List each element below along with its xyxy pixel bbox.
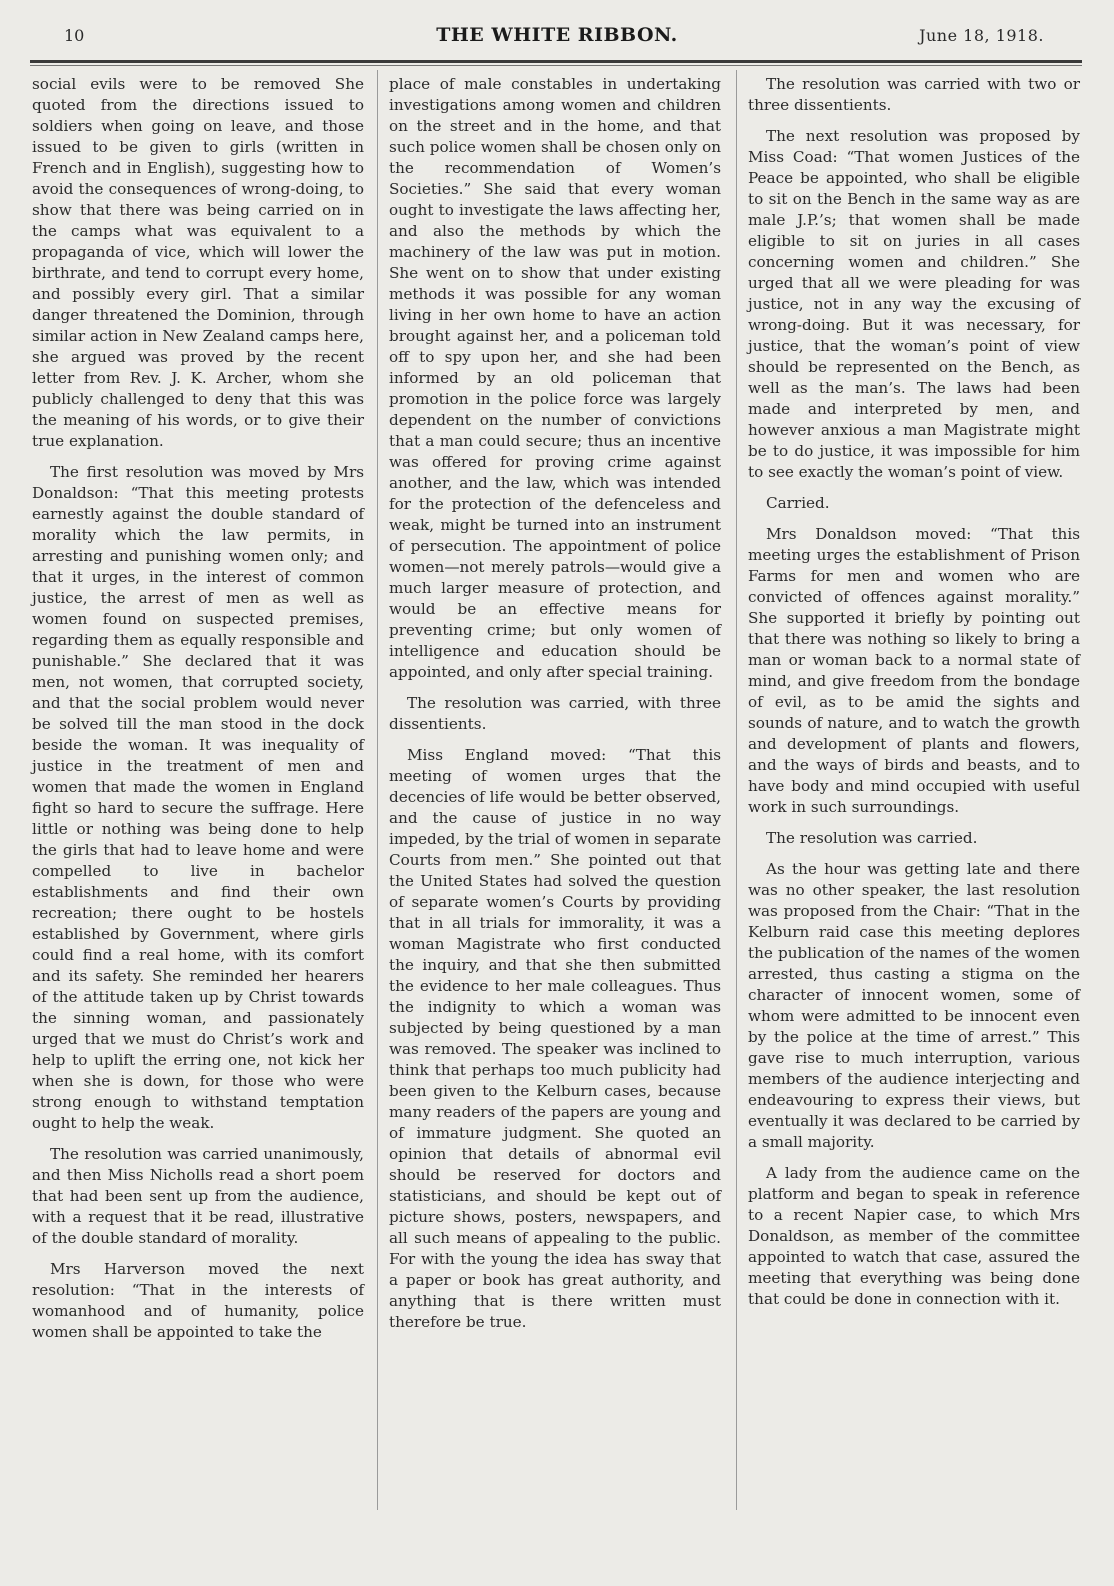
column-divider bbox=[377, 70, 378, 1510]
paragraph: The resolution was carried with two or three dissentients. bbox=[748, 75, 1080, 114]
paragraph: social evils were to be removed She quoted from the directions issued to soldiers when going on leave, and those issued to be given to girls (written in French and in English), suggesting how to avoid the consequences of wrong-doing, to show that there was being carried on in the camps what was equivalent to a propaganda of vice, which will lower the birthrate, and tend to corrupt every home, and possibly every girl. That a similar danger threatened the Dominion, through similar action in New Zealand camps here, she argued was proved by the recent letter from Rev. J. K. Archer, whom she publicly challenged to deny that this was the meaning of his words, or to give their true explanation. bbox=[32, 75, 364, 450]
header-rule bbox=[30, 60, 1082, 63]
header-rule-thin bbox=[30, 65, 1082, 66]
paragraph: The first resolution was moved by Mrs Donaldson: “That this meeting protests earnestly against the double standard of morality which the law permits, in arresting and punishing women only; and that it urges, in the interest of common justice, the arrest of men as well as women found on suspected premises, regarding them as equally responsible and punishable.” She declared that it was men, not women, that corrupted society, and that the social problem would never be solved till the man stood in the dock beside the woman. It was inequality of justice in the treatment of men and women that made the women in England fight so hard to secure the suffrage. Here little or nothing was being done to help the girls that had to leave home and were compelled to live in bachelor establishments and find their own recreation; there ought to be hostels established by Government, where girls could find a real home, with its comfort and its safety. She reminded her hearers of the attitude taken up by Christ towards the sinning woman, and passionately urged that we must do Christ’s work and help to uplift the erring one, not kick her when she is down, for those who were strong enough to withstand temptation ought to help the weak. bbox=[32, 463, 364, 1132]
issue-date: June 18, 1918. bbox=[919, 26, 1044, 45]
text-column-3 bbox=[748, 74, 1080, 1320]
page-number: 10 bbox=[64, 26, 85, 45]
paragraph: Mrs Harverson moved the next resolution: “That in the interests of womanhood and of humanity, police women shall be appointed to take the bbox=[32, 1260, 364, 1341]
paragraph: As the hour was getting late and there was no other speaker, the last resolution was proposed from the Chair: “That in the Kelburn raid case this meeting deplores the publication of the names of the women arrested, thus casting a stigma on the character of innocent women, some of whom were admitted to be innocent even by the police at the time of arrest.” This gave rise to much interruption, various members of the audience interjecting and endeavouring to express their views, but eventually it was declared to be carried by a small majority. bbox=[748, 860, 1080, 1151]
text-column-1 bbox=[32, 74, 364, 1353]
paragraph: The resolution was carried. bbox=[766, 829, 978, 847]
paragraph: Carried. bbox=[766, 494, 830, 512]
paragraph: Miss England moved: “That this meeting of women urges that the decencies of life would be better observed, and the cause of justice in no way impeded, by the trial of women in separate Courts from men.” She pointed out that the United States had solved the question of separate women’s Courts by providing that in all trials for immorality, it was a woman Magistrate who first conducted the inquiry, and that she then submitted the evidence to her male colleagues. Thus the indignity to which a woman was subjected by being questioned by a man was removed. The speaker was inclined to think that perhaps too much publicity had been given to the Kelburn cases, because many readers of the papers are young and of immature judgment. She quoted an opinion that details of abnormal evil should be reserved for doctors and statisticians, and should be kept out of picture shows, posters, newspapers, and all such means of appealing to the public. For with the young the idea has sway that a paper or book has great authority, and anything that is there written must therefore be true. bbox=[389, 746, 722, 1331]
paragraph: The resolution was carried, with three dissentients. bbox=[389, 694, 721, 733]
column-divider bbox=[736, 70, 737, 1510]
paragraph: The next resolution was proposed by Miss Coad: “That women Justices of the Peace be appointed, who shall be eligible to sit on the Bench in the same way as are male J.P.’s; that women shall be made eligible to sit on juries in all cases concerning women and children.” She urged that all we were pleading for was justice, not in any way the excusing of wrong-doing. But it was necessary, for justice, that the woman’s point of view should be represented on the Bench, as well as the man’s. The laws had been made and interpreted by men, and however anxious a man Magistrate might be to do justice, it was impossible for him to see exactly the woman’s point of view. bbox=[748, 127, 1080, 481]
page-header bbox=[0, 26, 1114, 54]
paragraph: A lady from the audience came on the platform and began to speak in reference to a recent Napier case, to which Mrs Donaldson, as member of the committee appointed to watch that case, assured the meeting that everything was being done that could be done in connection with it. bbox=[748, 1164, 1080, 1308]
publication-title: THE WHITE RIBBON. bbox=[436, 24, 678, 46]
paragraph: place of male constables in undertaking investigations among women and children on the street and in the home, and that such police women shall be chosen only on the recommendation of Women’s Societies.” She said that every woman ought to investigate the laws affecting her, and also the methods by which the machinery of the law was put in motion. She went on to show that under existing methods it was possible for any woman living in her own home to have an action brought against her, and a policeman told off to spy upon her, and she had been informed by an old policeman that promotion in the police force was largely dependent on the number of convictions that a man could secure; thus an incentive was offered for proving crime against another, and the law, which was intended for the protection of the defenceless and weak, might be turned into an instrument of persecution. The appointment of police women—not merely patrols—would give a much larger measure of protection, and would be an effective means for preventing crime; but only women of intelligence and education should be appointed, and only after special training. bbox=[389, 75, 721, 681]
paragraph: The resolution was carried unanimously, and then Miss Nicholls read a short poem that had been sent up from the audience, with a request that it be read, illustrative of the double standard of morality. bbox=[32, 1145, 364, 1247]
paragraph: Mrs Donaldson moved: “That this meeting urges the establishment of Prison Farms for men and women who are convicted of offences against morality.” She supported it briefly by pointing out that there was nothing so likely to bring a man or woman back to a normal state of mind, and give freedom from the bondage of evil, as to be amid the sights and sounds of nature, and to watch the growth and development of plants and flowers, and the ways of birds and beasts, and to have body and mind occupied with useful work in such surroundings. bbox=[748, 525, 1080, 816]
text-column-2 bbox=[389, 74, 721, 1343]
